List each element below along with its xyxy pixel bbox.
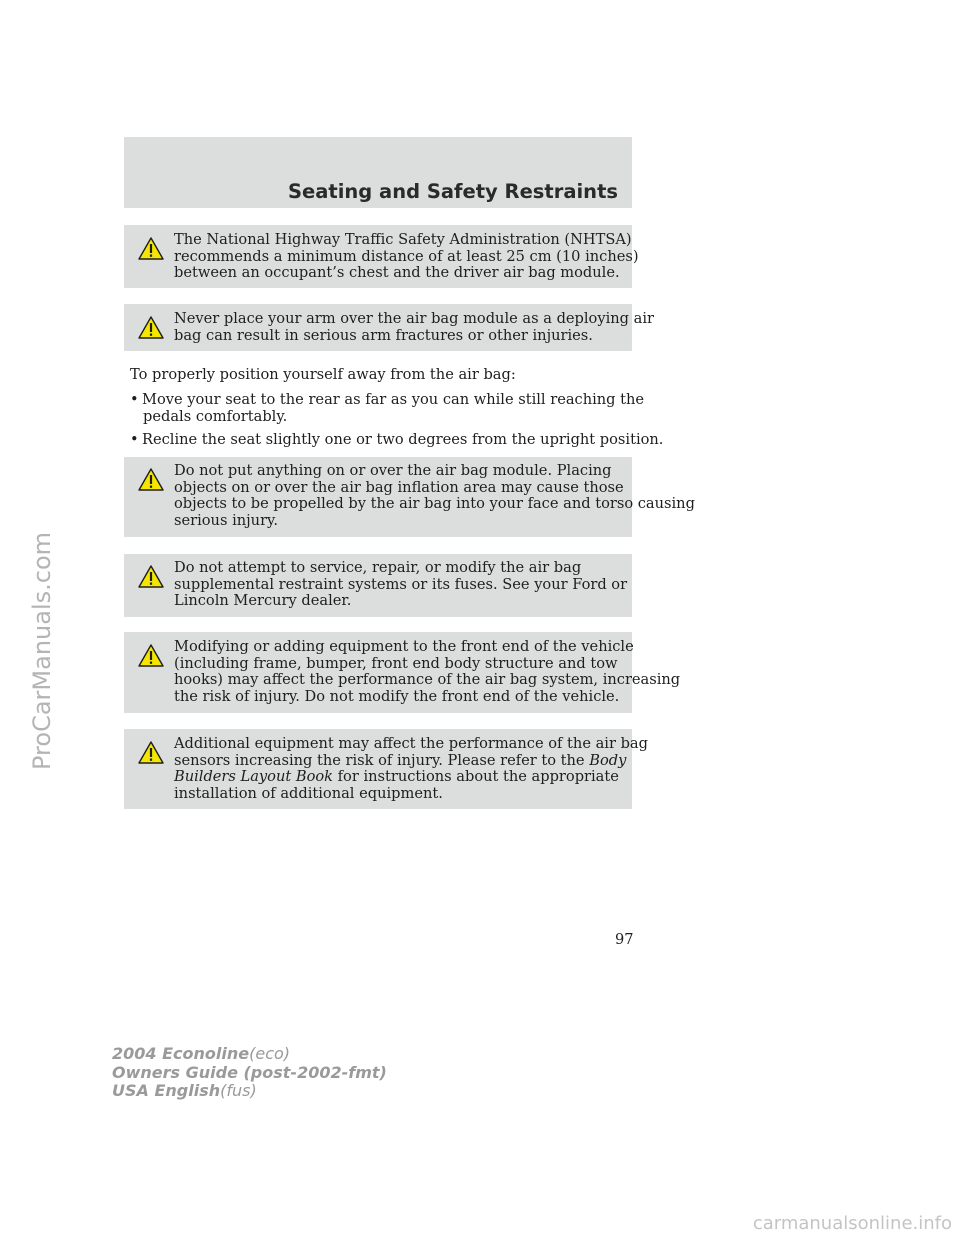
- warning-box: [124, 457, 695, 537]
- watermark: ProCarManuals.com: [28, 531, 56, 770]
- intro-paragraph: To properly position yourself away from the air bag:: [130, 366, 516, 383]
- book-title: Body: [589, 751, 627, 769]
- section-title: Seating and Safety Restraints: [287, 180, 618, 203]
- warning-box: [124, 632, 681, 713]
- warning-box: [124, 225, 639, 288]
- warning-text: The National Highway Traffic Safety Administration (NHTSA) recommends a minimum distance of at least 25 cm (10 inches) between an occupant’s chest and the driver air bag module.: [174, 231, 639, 282]
- warning-text: Do not put anything on or over the air bag module. Placing objects on or over the air bag inflation area may cause those objects to be propelled by the air bag into your face and torso causing serious injury.: [174, 462, 695, 529]
- warning-triangle-icon: [138, 565, 164, 588]
- warning-box: [124, 554, 632, 617]
- bullet-marker: •: [130, 391, 139, 408]
- warning-text: Do not attempt to service, repair, or modify the air bag supplemental restraint systems or its fuses. See your Ford or Lincoln Mercury dealer.: [174, 559, 628, 610]
- warning-triangle-icon: [138, 316, 164, 339]
- warning-box: [124, 304, 654, 351]
- warning-triangle-icon: [138, 741, 164, 764]
- list-item: • Recline the seat slightly one or two degrees from the upright position.: [130, 431, 664, 448]
- page-number: 97: [615, 931, 634, 948]
- warning-box: [124, 729, 648, 809]
- warning-triangle-icon: [138, 468, 164, 491]
- book-title: Builders Layout Book: [174, 768, 334, 786]
- warning-text: Additional equipment may affect the performance of the air bag sensors increasing the risk of injury. Please refer to the Body Builders Layout Book for instructions about the appropriate installation of additional equipment.: [174, 735, 648, 802]
- warning-text: Modifying or adding equipment to the front end of the vehicle (including frame, bumper, front end body structure and tow hooks) may affect the performance of the air bag system, increasing the risk of injury. Do not modify the front end of the vehicle.: [174, 638, 681, 705]
- bullet-marker: •: [130, 431, 139, 448]
- warning-triangle-icon: [138, 644, 164, 667]
- list-item: • Move your seat to the rear as far as you can while still reaching the pedals comfortably.: [130, 391, 645, 425]
- warning-text: Never place your arm over the air bag module as a deploying air bag can result in serious arm fractures or other injuries.: [174, 310, 654, 344]
- section-header: [124, 137, 632, 208]
- site-credit: carmanualsonline.info: [752, 1213, 952, 1234]
- document-footer: 2004 Econoline(eco) Owners Guide (post-2002-fmt) USA English(fus): [112, 1044, 387, 1100]
- warning-triangle-icon: [138, 237, 164, 260]
